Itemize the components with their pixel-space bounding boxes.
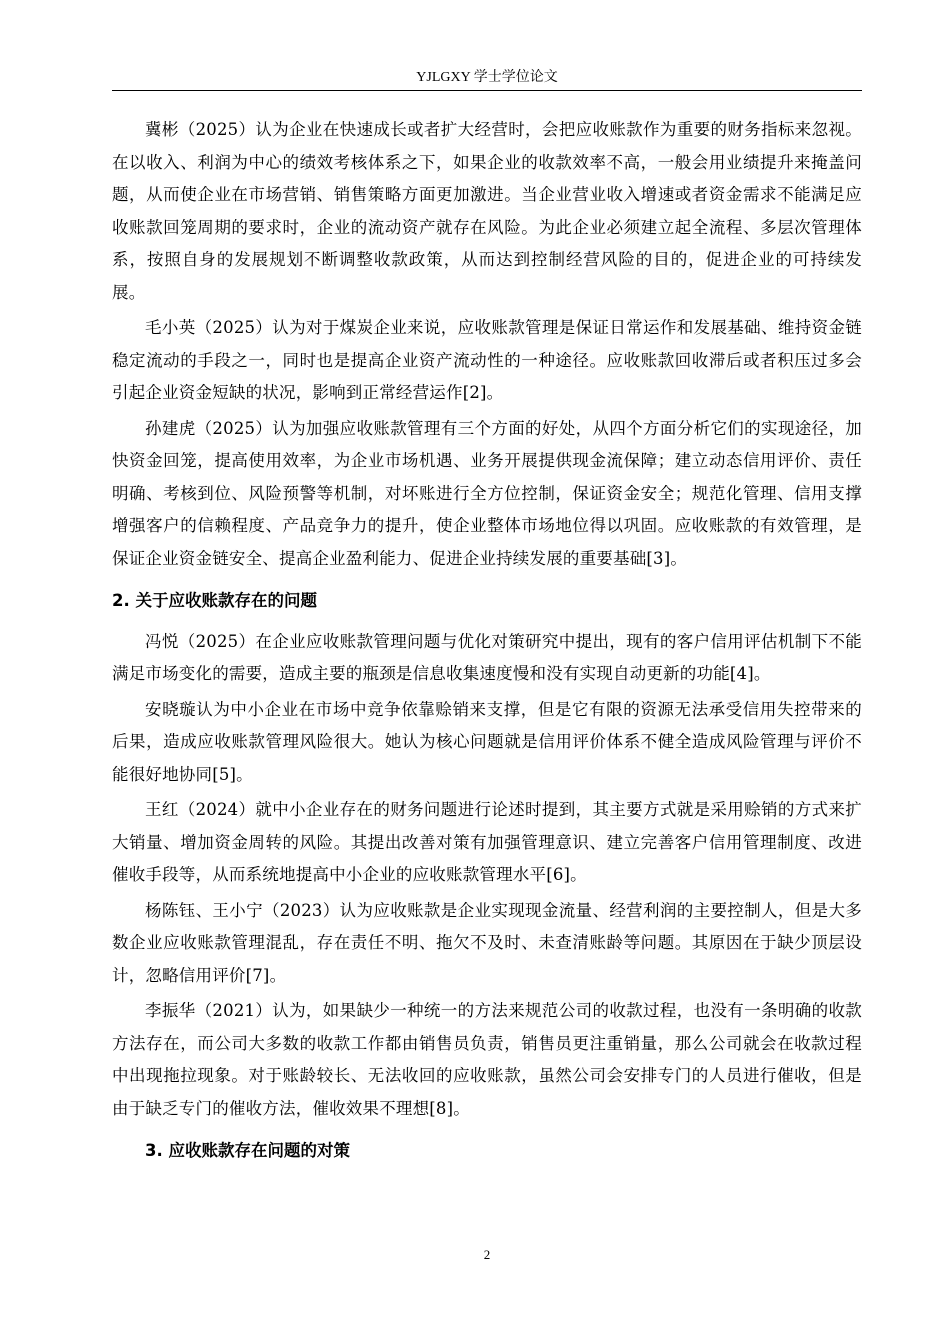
paragraph-fengyue: 冯悦（2025）在企业应收账款管理问题与优化对策研究中提出，现有的客户信用评估机制下不能满足市场变化的需要，造成主要的瓶颈是信息收集速度慢和没有实现自动更新的功能[4]。 xyxy=(112,631,862,683)
paragraph-sunjianhu: 孙建虎（2025）认为加强应收账款管理有三个方面的好处，从四个方面分析它们的实现途径，加快资金回笼，提高使用效率，为企业市场机遇、业务开展提供现金流保障；建立动态信用评价、责任明确、考核到位、风险预警等机制，对坏账进行全方位控制，保证资金安全；规范化管理、信用支撑增强客户的信赖程度、产品竞争力的提升，使企业整体市场地位得以巩固。应收账款的有效管理，是保证企业资金链安全、提高企业盈利能力、促进企业持续发展的重要基础[3]。 xyxy=(112,418,862,568)
paragraph-lizhenhua: 李振华（2021）认为，如果缺少一种统一的方法来规范公司的收款过程，也没有一条明确的收款方法存在，而公司大多数的收款工作都由销售员负责，销售员更注重销量，那么公司就会在收款过程中出现拖拉现象。对于账龄较长、无法收回的应收账款，虽然公司会安排专门的人员进行催收，但是由于缺乏专门的催收方法，催收效果不理想[8]。 xyxy=(112,1001,862,1118)
page-body xyxy=(112,114,862,1176)
paragraph-jibin: 冀彬（2025）认为企业在快速成长或者扩大经营时，会把应收账款作为重要的财务指标来忽视。在以收入、利润为中心的绩效考核体系之下，如果企业的收款效率不高，一般会用业绩提升来掩盖问题，从而使企业在市场营销、销售策略方面更加激进。当企业营业收入增速或者资金需求不能满足应收账款回笼周期的要求时，企业的流动资产就存在风险。为此企业必须建立起全流程、多层次管理体系，按照自身的发展规划不断调整收款政策，从而达到控制经营风险的目的，促进企业的可持续发展。 xyxy=(112,120,862,302)
section-heading-3: 3. 应收账款存在问题的对策 xyxy=(145,1141,350,1160)
paragraph-maoxiaoying: 毛小英（2025）认为对于煤炭企业来说，应收账款管理是保证日常运作和发展基础、维持资金链稳定流动的手段之一，同时也是提高企业资产流动性的一种途径。应收账款回收滞后或者积压过多会引起企业资金短缺的状况，影响到正常经营运作[2]。 xyxy=(112,318,862,402)
paragraph-yangchenyu: 杨陈钰、王小宁（2023）认为应收账款是企业实现现金流量、经营利润的主要控制人，但是大多数企业应收账款管理混乱，存在责任不明、拖欠不及时、未查清账龄等问题。其原因在于缺少顶层设计，忽略信用评价[7]。 xyxy=(112,900,862,985)
running-header: YJLGXY 学士学位论文 xyxy=(416,70,558,85)
header-rule xyxy=(112,90,862,91)
section-heading-2: 2. 关于应收账款存在的问题 xyxy=(112,591,317,610)
paragraph-wanghong: 王红（2024）就中小企业存在的财务问题进行论述时提到，其主要方式就是采用赊销的方式来扩大销量、增加资金周转的风险。其提出改善对策有加强管理意识、建立完善客户信用管理制度、改进催收手段等，从而系统地提高中小企业的应收账款管理水平[6]。 xyxy=(112,800,862,884)
paragraph-anxiaoxuan: 安晓璇认为中小企业在市场中竞争依靠赊销来支撑，但是它有限的资源无法承受信用失控带来的后果，造成应收账款管理风险很大。她认为核心问题就是信用评价体系不健全造成风险管理与评价不能很好地协同[5]。 xyxy=(112,699,862,784)
page-number: 2 xyxy=(483,1247,491,1262)
